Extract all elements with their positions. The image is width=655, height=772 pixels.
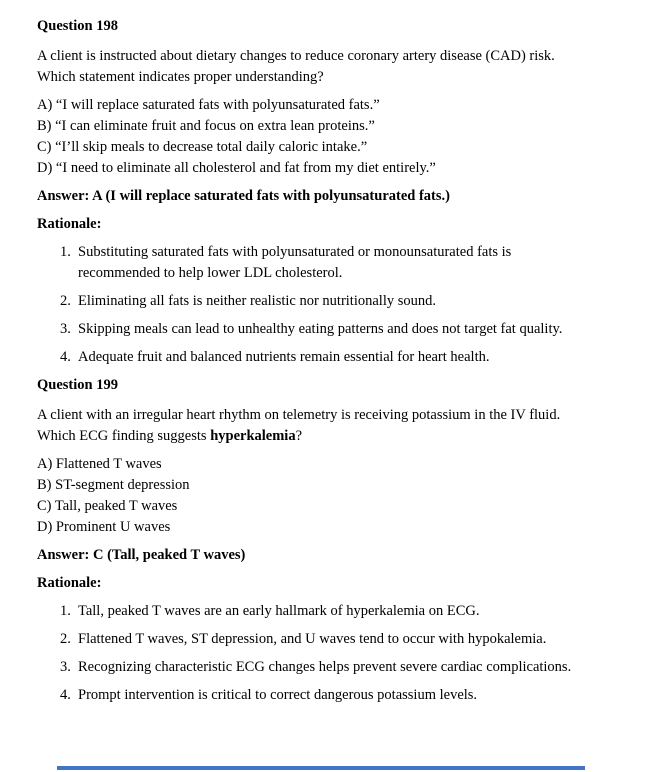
rationale-item-text: Eliminating all fats is neither realistic nor nutritionally sound. bbox=[78, 293, 436, 309]
question-stem bbox=[37, 46, 592, 88]
rationale-item-text: Substituting saturated fats with polyunsaturated or monounsaturated fats is recommended to help lower LDL cholesterol. bbox=[78, 244, 512, 281]
answer-option: C) “I’ll skip meals to decrease total daily caloric intake.” bbox=[37, 139, 368, 155]
rationale-list bbox=[37, 601, 592, 706]
answer-option: D) Prominent U waves bbox=[37, 519, 171, 535]
options-block bbox=[37, 95, 592, 179]
question-section-199 bbox=[37, 375, 592, 706]
stem-bold-term: hyperkalemia bbox=[210, 428, 296, 444]
answer-line: Answer: C (Tall, peaked T waves) bbox=[37, 547, 246, 563]
rationale-item-text: Tall, peaked T waves are an early hallmark of hyperkalemia on ECG. bbox=[78, 603, 480, 619]
question-title: Question 198 bbox=[37, 18, 118, 34]
rationale-item-number: 4. bbox=[60, 349, 71, 365]
rationale-item-number: 2. bbox=[60, 631, 71, 647]
rationale-item bbox=[37, 601, 592, 622]
answer-option: A) “I will replace saturated fats with polyunsaturated fats.” bbox=[37, 97, 380, 113]
options-block bbox=[37, 454, 592, 538]
answer-line: Answer: A (I will replace saturated fats with polyunsaturated fats.) bbox=[37, 188, 450, 204]
rationale-item bbox=[37, 685, 592, 706]
rationale-item-number: 1. bbox=[60, 244, 71, 260]
rationale-heading: Rationale: bbox=[37, 216, 102, 232]
rationale-item-number: 4. bbox=[60, 687, 71, 703]
stem-text-suffix: ? bbox=[295, 428, 303, 444]
rationale-item-text: Recognizing characteristic ECG changes helps prevent severe cardiac complications. bbox=[78, 659, 572, 675]
answer-option: A) Flattened T waves bbox=[37, 456, 162, 472]
rationale-item-number: 1. bbox=[60, 603, 71, 619]
question-title: Question 199 bbox=[37, 377, 118, 393]
rationale-item-text: Flattened T waves, ST depression, and U waves tend to occur with hypokalemia. bbox=[78, 631, 547, 647]
answer-option: B) “I can eliminate fruit and focus on extra lean proteins.” bbox=[37, 118, 375, 134]
question-section-198 bbox=[37, 16, 592, 368]
rationale-item-number: 2. bbox=[60, 293, 71, 309]
rationale-item-text: Prompt intervention is critical to correct dangerous potassium levels. bbox=[78, 687, 478, 703]
answer-option: B) ST-segment depression bbox=[37, 477, 190, 493]
bottom-accent-bar bbox=[57, 766, 585, 770]
rationale-item bbox=[37, 291, 592, 312]
rationale-list bbox=[37, 242, 592, 368]
stem-text: A client with an irregular heart rhythm on telemetry is receiving potassium in the IV fluid. Which ECG finding suggests bbox=[37, 407, 561, 444]
rationale-item bbox=[37, 242, 592, 284]
rationale-item-text: Adequate fruit and balanced nutrients remain essential for heart health. bbox=[78, 349, 490, 365]
rationale-item bbox=[37, 347, 592, 368]
rationale-item bbox=[37, 319, 592, 340]
rationale-item-number: 3. bbox=[60, 321, 71, 337]
question-stem bbox=[37, 405, 592, 447]
rationale-item-text: Skipping meals can lead to unhealthy eating patterns and does not target fat quality. bbox=[78, 321, 563, 337]
stem-text: A client is instructed about dietary changes to reduce coronary artery disease (CAD) risk. Which statement indicates proper understanding? bbox=[37, 48, 555, 85]
rationale-item bbox=[37, 629, 592, 650]
rationale-item bbox=[37, 657, 592, 678]
rationale-heading: Rationale: bbox=[37, 575, 102, 591]
answer-option: C) Tall, peaked T waves bbox=[37, 498, 178, 514]
rationale-item-number: 3. bbox=[60, 659, 71, 675]
answer-option: D) “I need to eliminate all cholesterol and fat from my diet entirely.” bbox=[37, 160, 436, 176]
